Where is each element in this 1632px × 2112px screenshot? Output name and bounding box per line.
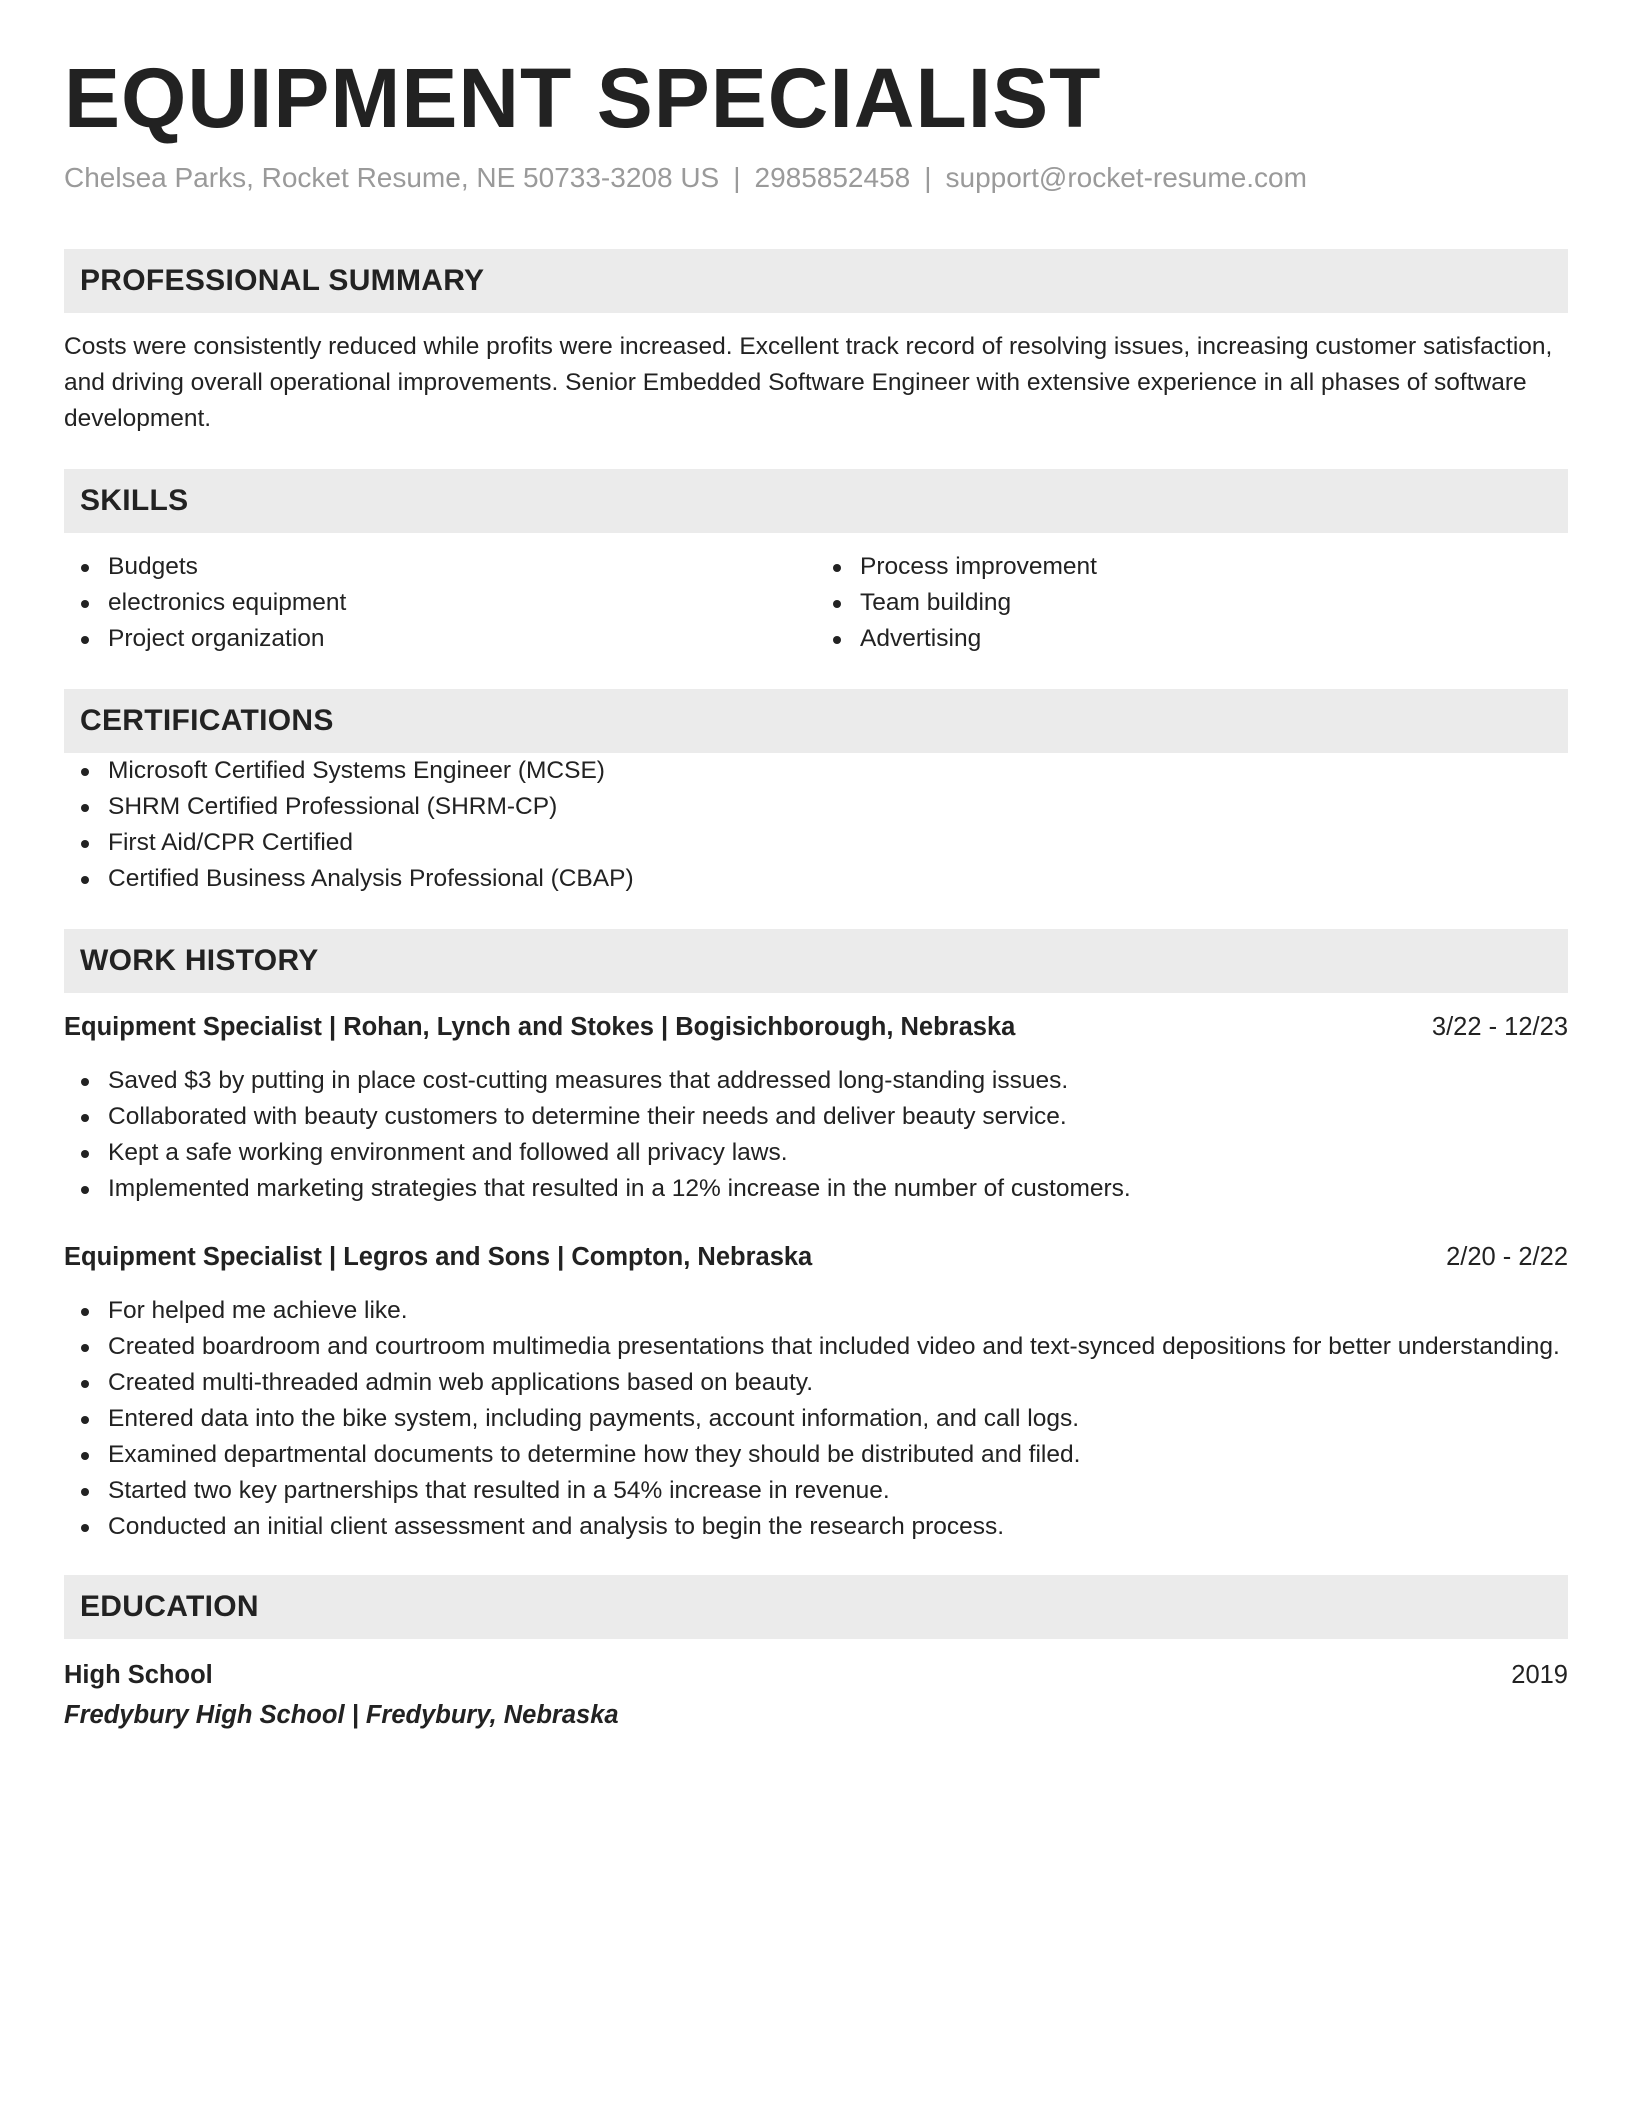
job-title: Equipment Specialist | Legros and Sons | Compton, Nebraska: [64, 1242, 813, 1271]
job-bullet: Conducted an initial client assessment and analysis to begin the research process.: [64, 1509, 1568, 1545]
section-header-work-history: WORK HISTORY: [64, 929, 1568, 993]
contact-separator: |: [924, 162, 932, 194]
job-bullet: Kept a safe working environment and followed all privacy laws.: [64, 1135, 1568, 1171]
job-entry: [64, 1239, 1568, 1545]
job-dates: 2/20 - 2/22: [1446, 1242, 1568, 1271]
job-bullet: For helped me achieve like.: [64, 1293, 1568, 1329]
contact-separator: |: [733, 162, 741, 194]
job-bullet: Collaborated with beauty customers to determine their needs and deliver beauty service.: [64, 1099, 1568, 1135]
job-bullets: [64, 1063, 1568, 1207]
skill-item: Budgets: [64, 549, 816, 585]
section-header-education: EDUCATION: [64, 1575, 1568, 1639]
certification-item: Certified Business Analysis Professional (CBAP): [64, 861, 1568, 897]
summary-text: Costs were consistently reduced while profits were increased. Excellent track record of resolving issues, increasing customer satisfaction, and driving overall operational improvements. Senior Embedded Software Engineer with extensive experience in all phases of software development.: [64, 332, 1553, 432]
certifications-list: [64, 753, 1568, 897]
job-bullet: Started two key partnerships that resulted in a 54% increase in revenue.: [64, 1473, 1568, 1509]
skills-column-left: [64, 549, 816, 657]
contact-address: Chelsea Parks, Rocket Resume, NE 50733-3208 US: [64, 162, 720, 194]
skill-item: Team building: [816, 585, 1568, 621]
skill-item: Process improvement: [816, 549, 1568, 585]
skill-item: Project organization: [64, 621, 816, 657]
education-header: [64, 1657, 1568, 1693]
skill-item: Advertising: [816, 621, 1568, 657]
job-entry: [64, 1009, 1568, 1207]
job-bullet: Implemented marketing strategies that resulted in a 12% increase in the number of customers.: [64, 1171, 1568, 1207]
education-degree: High School: [64, 1660, 213, 1689]
education-entry: [64, 1657, 1568, 1733]
contact-line: [64, 160, 1568, 196]
certification-item: Microsoft Certified Systems Engineer (MCSE): [64, 753, 1568, 789]
page-title: EQUIPMENT SPECIALIST: [64, 51, 1102, 145]
job-header: [64, 1239, 1568, 1275]
job-bullets: [64, 1293, 1568, 1545]
section-header-skills: SKILLS: [64, 469, 1568, 533]
section-header-summary: PROFESSIONAL SUMMARY: [64, 249, 1568, 313]
job-dates: 3/22 - 12/23: [1431, 1012, 1568, 1041]
skill-item: electronics equipment: [64, 585, 816, 621]
job-bullet: Entered data into the bike system, including payments, account information, and call logs.: [64, 1401, 1568, 1437]
job-title: Equipment Specialist | Rohan, Lynch and Stokes | Bogisichborough, Nebraska: [64, 1012, 1016, 1041]
section-header-certifications: CERTIFICATIONS: [64, 689, 1568, 753]
contact-email: support@rocket-resume.com: [945, 162, 1307, 194]
job-bullet: Saved $3 by putting in place cost-cutting measures that addressed long-standing issues.: [64, 1063, 1568, 1099]
job-bullet: Examined departmental documents to determine how they should be distributed and filed.: [64, 1437, 1568, 1473]
skills-grid: [64, 549, 1568, 657]
education-year: 2019: [1511, 1660, 1568, 1689]
certification-item: SHRM Certified Professional (SHRM-CP): [64, 789, 1568, 825]
job-bullet: Created boardroom and courtroom multimedia presentations that included video and text-synced depositions for better understanding.: [64, 1329, 1568, 1365]
skills-column-right: [816, 549, 1568, 657]
job-header: [64, 1009, 1568, 1045]
certification-item: First Aid/CPR Certified: [64, 825, 1568, 861]
job-bullet: Created multi-threaded admin web applications based on beauty.: [64, 1365, 1568, 1401]
education-school: Fredybury High School | Fredybury, Nebraska: [64, 1700, 619, 1729]
contact-phone: 2985852458: [754, 162, 911, 194]
